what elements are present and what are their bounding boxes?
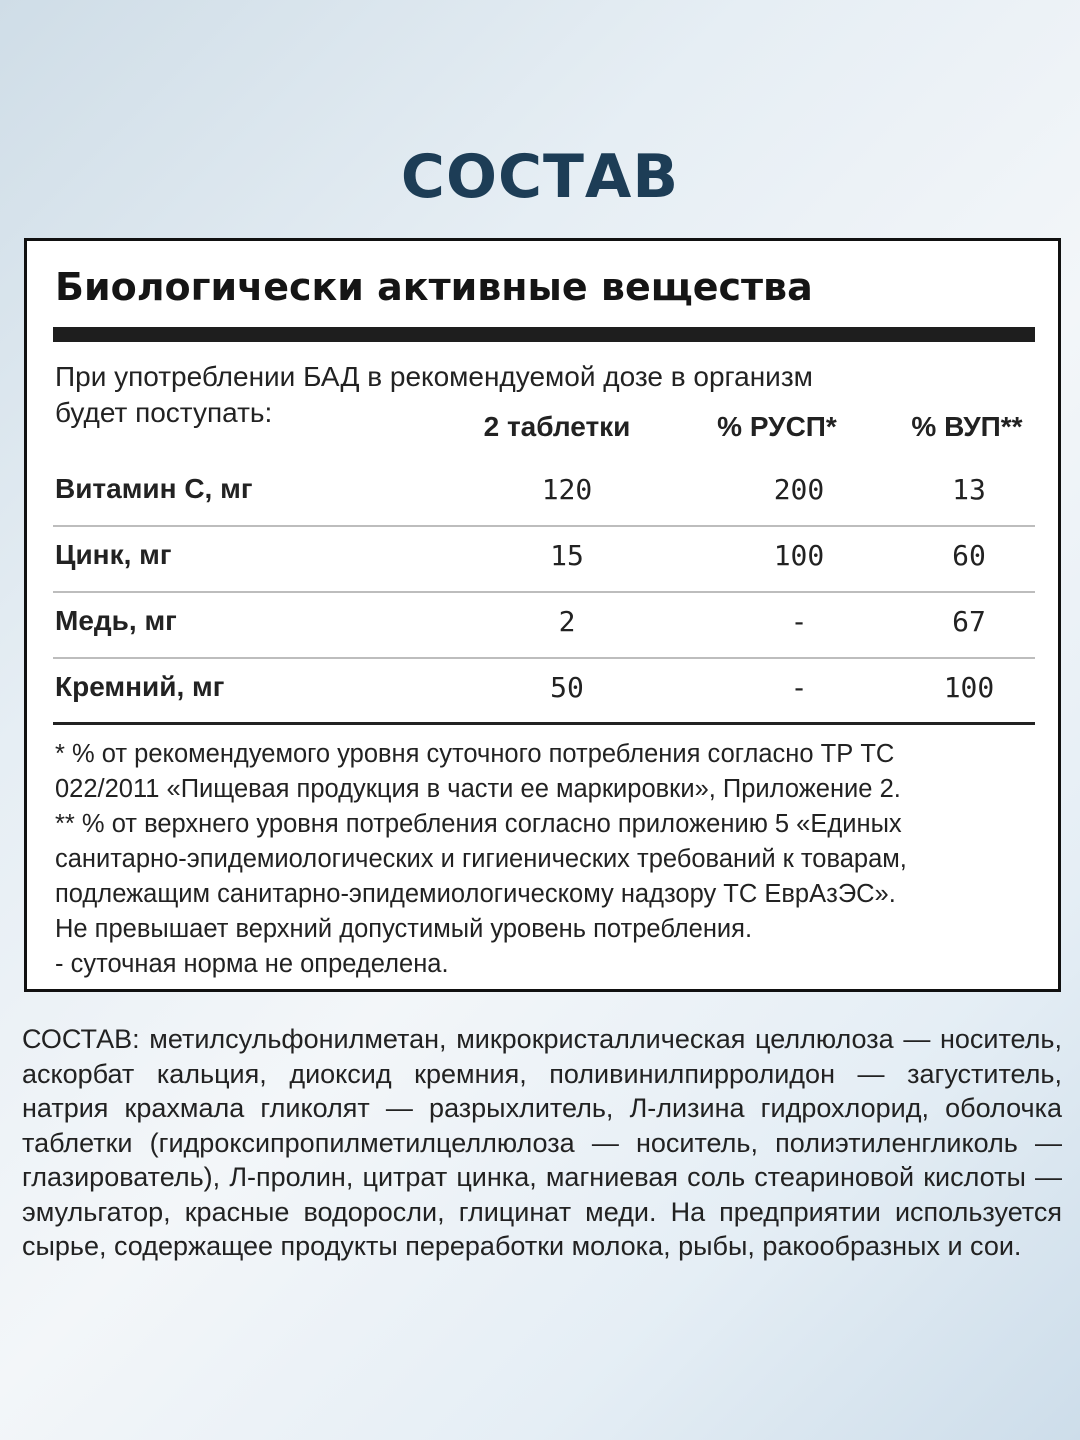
footnote-line: ** % от верхнего уровня потребления согласно приложению 5 «Единых: [55, 810, 902, 838]
row-dose-value: 120: [541, 473, 593, 506]
row-nutrient-name: Медь, мг: [55, 605, 177, 636]
table-row: [53, 527, 1035, 593]
row-vup-value: 13: [952, 473, 986, 506]
column-header-rusp: % РУСП*: [717, 411, 837, 442]
intro-line-1: При употреблении БАД в рекомендуемой дозе в организм: [55, 361, 813, 392]
footnote-line: 022/2011 «Пищевая продукция в части ее маркировки», Приложение 2.: [55, 775, 901, 803]
heading-rule: [53, 327, 1035, 342]
row-rusp-value: -: [790, 605, 808, 638]
footnotes: [55, 737, 1045, 982]
row-rusp-value: 200: [773, 473, 825, 506]
row-nutrient-name: Витамин С, мг: [55, 473, 253, 504]
composition-body: метилсульфонилметан, микрокристаллическая целлюлоза — носитель, аскорбат кальция, диоксид кремния, поливинилпирролидон — загуститель, натрия крахмала гликолят — разрыхлитель, Л-лизина гидрохлорид, оболочка таблетки (гидроксипропилметилцеллюлоза — носитель, полиэтиленгликоль — глазирователь), Л-пролин, цитрат цинка, магниевая соль стеариновой кислоты — эмульгатор, красные водоросли, глицинат меди. На предприятии используется сырье, содержащее продукты переработки молока, рыбы, ракообразных и сои.: [22, 1024, 1062, 1261]
row-dose-value: 50: [550, 671, 584, 704]
row-nutrient-name: Кремний, мг: [55, 671, 225, 702]
footnote-line: * % от рекомендуемого уровня суточного потребления согласно ТР ТС: [55, 740, 895, 768]
row-vup-value: 60: [952, 539, 986, 572]
panel-heading: Биологически активные вещества: [55, 265, 813, 309]
row-rusp-value: -: [790, 671, 808, 704]
footnote-line: подлежащим санитарно-эпидемиологическому надзору ТС ЕврАзЭС».: [55, 880, 896, 908]
nutrition-panel: [24, 238, 1061, 992]
table-row: [53, 593, 1035, 659]
row-nutrient-name: Цинк, мг: [55, 539, 172, 570]
composition-label: СОСТАВ:: [22, 1024, 140, 1054]
column-header-vup: % ВУП**: [911, 411, 1023, 442]
footnote-line: санитарно-эпидемиологических и гигиенических требований к товарам,: [55, 845, 907, 873]
intro-line-2: будет поступать:: [55, 397, 273, 428]
footnote-line: - суточная норма не определена.: [55, 950, 449, 978]
row-dose-value: 2: [558, 605, 576, 638]
column-header-dose: 2 таблетки: [483, 411, 631, 442]
page-title: СОСТАВ: [400, 142, 680, 212]
row-dose-value: 15: [550, 539, 584, 572]
row-rusp-value: 100: [773, 539, 825, 572]
table-row: [53, 659, 1035, 725]
row-vup-value: 100: [943, 671, 995, 704]
table-bottom-rule: [53, 722, 1035, 725]
table-row: [53, 461, 1035, 527]
row-vup-value: 67: [952, 605, 986, 638]
composition-text: [22, 1022, 1062, 1264]
footnote-line: Не превышает верхний допустимый уровень потребления.: [55, 915, 753, 943]
